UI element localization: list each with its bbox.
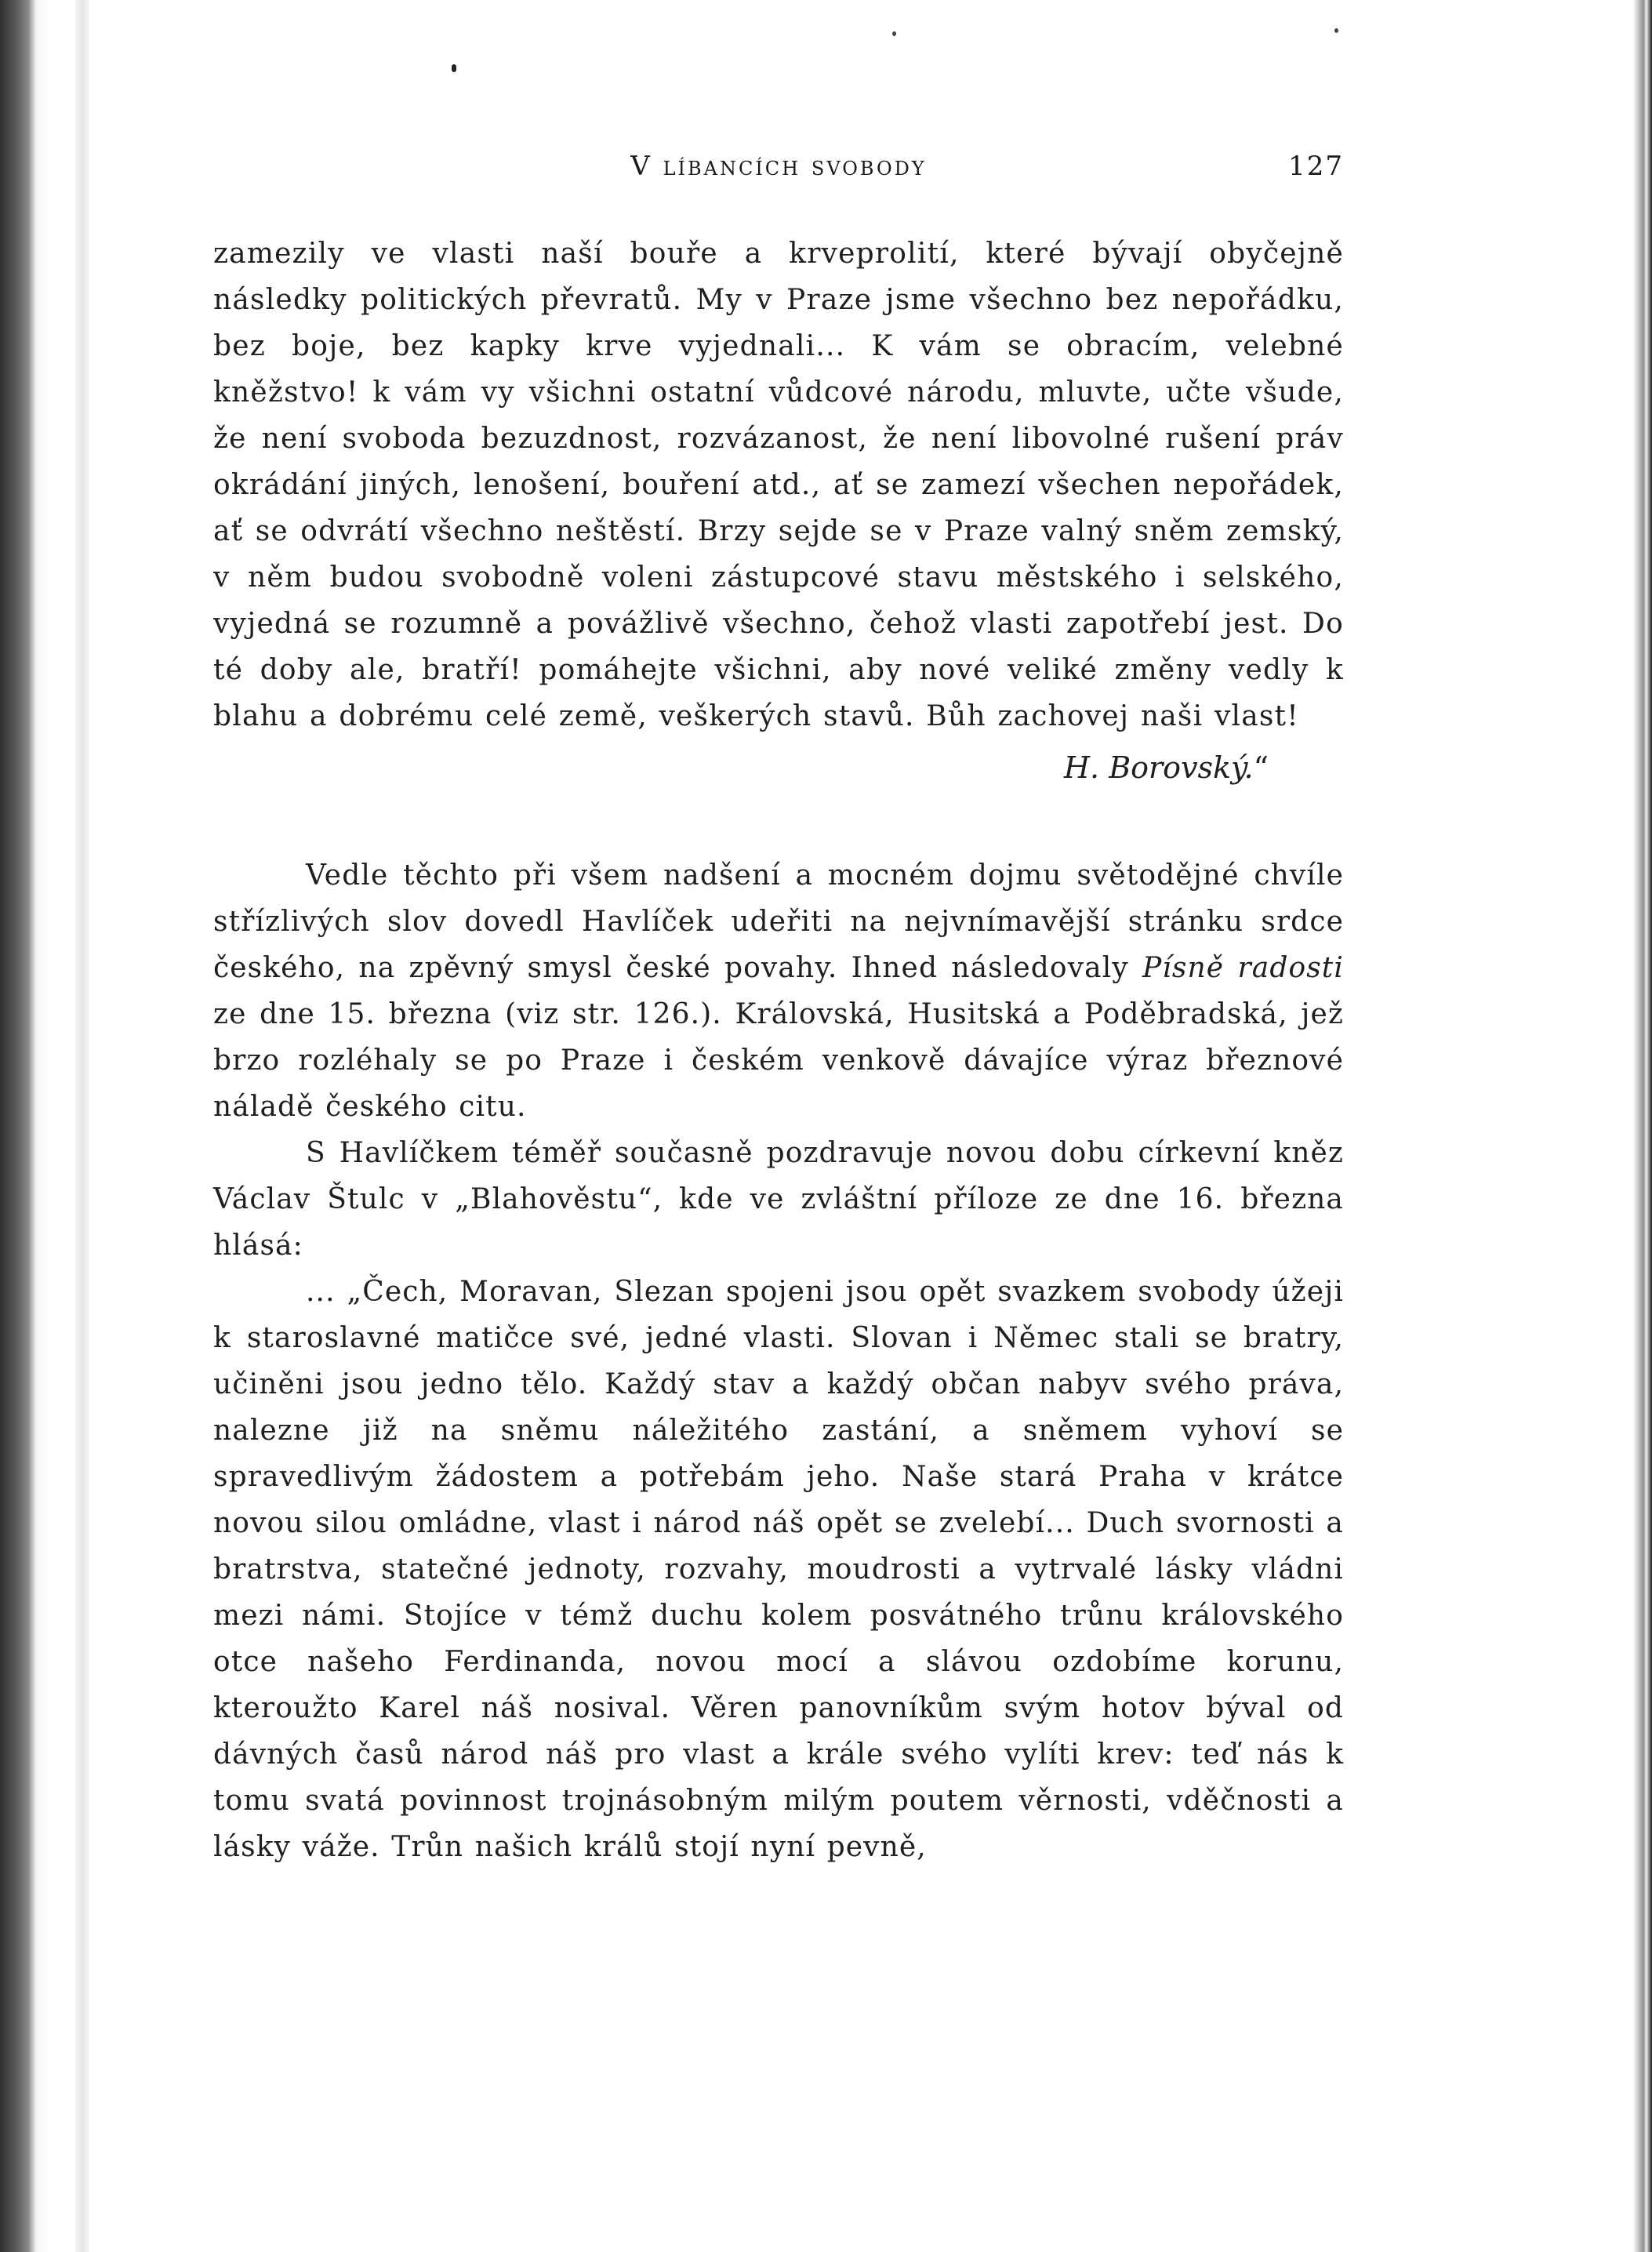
ink-speck [452,64,456,72]
ink-speck [892,31,896,36]
section-gap [213,791,1344,852]
signature [213,744,1344,791]
gutter-shadow [75,0,89,2252]
signature-name: H. Borovský. [1063,750,1254,785]
paragraph-text: ze dne 15. března (viz str. 126.). Královská, Husitská a Poděbradská, jež brzo rozléhaly se po Praze i českém venkově dávajíce výraz březnové náladě českého citu. [213,998,1344,1123]
paragraph-text: Čech, Moravan, Slezan spojeni jsou opět svazkem svobody úžeji k staroslavné matičce své, jedné vlasti. Slovan i Němec stali se bratry, učiněni jsou jedno tělo. Každý stav a každý občan nabyv svého práva, nalezne již na sněmu náležitého zastání, a sněmem vyhoví se spravedlivým žádostem a potřebám jeho. Naše stará Praha v krátce novou silou omládne, vlast i národ náš opět se zvelebí... Duch svornosti a bratrstva, statečné jednoty, rozvahy, moudrosti a vytrvalé lásky vládni mezi námi. Stojíce v témž duchu kolem posvátného trůnu královského otce našeho Ferdinanda, novou mocí a slávou ozdobíme korunu, kteroužto Karel náš nosival. Věren panovníkům svým hotov býval od dávných časů národ náš pro vlast a krále svého vylíti krev: teď nás k tomu svatá povinnost trojnásobným milým poutem věrnosti, vděčnosti a lásky váže. Trůn našich králů stojí nyní pevně, [213,1276,1344,1863]
running-head-title: V líbancích svobody [630,151,927,182]
song-title-emphasis: Písně radosti [1142,952,1344,984]
page-number: 127 [1288,151,1344,182]
paragraph-havlicek [213,852,1344,1130]
signature-quote-mark: “ [1253,750,1269,785]
paragraph-stulc: S Havlíčkem téměř současně pozdravuje novou dobu církevní kněz Václav Štulc v „Blahověstu“, kde ve zvláštní příloze ze dne 16. března hlásá: [213,1137,1344,1262]
paragraph-text: Vedle těchto při všem nadšení a mocném dojmu světodějné chvíle střízlivých slov dovedl Havlíček udeřiti na nejvnímavější stránku srdce českého, na zpěvný smysl české povahy. Ihned následovaly [213,859,1344,984]
page-right-edge [1633,0,1652,2252]
quoted-proclamation: zamezily ve vlasti naší bouře a krveprolití, které bývají obyčejně následky politických převratů. My v Praze jsme všechno bez nepořádku, bez boje, bez kapky krve vyjednali... K vám se obracím, velebné kněžstvo! k vám vy všichni ostatní vůdcové národu, mluvte, učte všude, že není svoboda bezuzdnost, rozvázanost, že není libovolné rušení práv okrádání jiných, lenošení, bouření atd., ať se zamezí všechen nepořádek, ať se odvrátí všechno neštěstí. Brzy sejde se v Praze valný sněm zemský, v něm budou svobodně voleni zástupcové stavu městského i selského, vyjedná se rozumně a povážlivě všechno, čehož vlasti zapotřebí jest. Do té doby ale, bratří! pomáhejte všichni, aby nové veliké změny vedly k blahu a dobrému celé země, veškerých stavů. Bůh zachovej naši vlast! [213,238,1344,732]
book-page [213,138,1344,1870]
quote-lead: ... „ [306,1276,363,1308]
running-head [213,138,1344,185]
ink-speck [1334,28,1338,33]
paragraph-blahovest-quote [213,1269,1344,1870]
